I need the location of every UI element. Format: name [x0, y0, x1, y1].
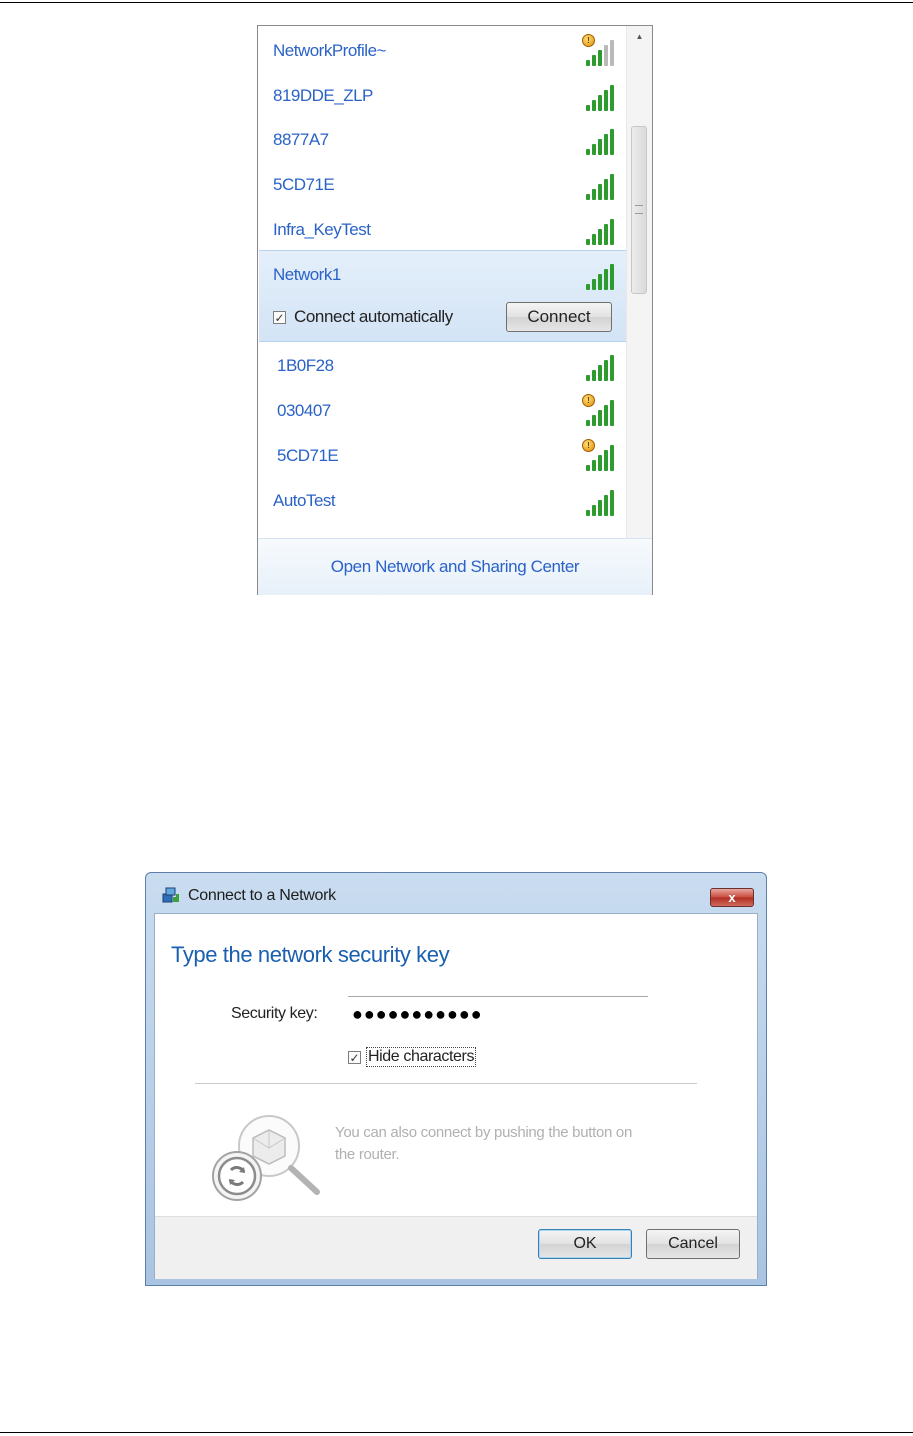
wps-router-button-icon: [203, 1110, 333, 1210]
security-key-label: Security key:: [231, 1005, 318, 1022]
security-shield-icon: !: [582, 34, 595, 47]
network-name: AutoTest: [273, 490, 336, 510]
network-name: 5CD71E: [273, 174, 335, 194]
dialog-title: Connect to a Network: [188, 887, 336, 904]
dialog-heading: Type the network security key: [171, 942, 450, 967]
network-name: Infra_KeyTest: [273, 219, 371, 239]
dialog-content: [154, 913, 758, 1279]
network-item[interactable]: [258, 478, 628, 523]
network-item[interactable]: [258, 28, 628, 73]
signal-strength-secured-icon: [582, 441, 616, 471]
page-top-rule: [0, 2, 913, 3]
network-item[interactable]: [258, 433, 628, 478]
ok-button[interactable]: OK: [538, 1229, 632, 1259]
scroll-up-arrow-icon[interactable]: ▲: [635, 32, 644, 41]
network-connection-icon: [160, 885, 180, 905]
wireless-network-flyout: [257, 25, 653, 595]
signal-strength-secured-icon: [582, 396, 616, 426]
network-name: 819DDE_ZLP: [273, 85, 373, 105]
security-shield-icon: !: [582, 439, 595, 452]
network-item[interactable]: [258, 117, 628, 162]
page-bottom-rule: [0, 1432, 913, 1433]
network-name: 8877A7: [273, 129, 329, 149]
network-name: 030407: [277, 400, 331, 420]
security-shield-icon: !: [582, 394, 595, 407]
signal-strength-icon: [582, 170, 616, 200]
signal-strength-icon: [582, 215, 616, 245]
dialog-button-bar: [155, 1216, 757, 1279]
wps-hint-text: You can also connect by pushing the button on the router.: [335, 1124, 633, 1163]
network-item[interactable]: [258, 343, 628, 388]
separator: [195, 1083, 697, 1084]
hide-characters-checkbox[interactable]: [348, 1047, 476, 1067]
signal-strength-icon: [582, 260, 616, 290]
network-item[interactable]: [258, 388, 628, 433]
connect-button[interactable]: Connect: [506, 302, 612, 332]
open-network-sharing-center-link[interactable]: Open Network and Sharing Center: [330, 557, 580, 576]
scrollbar-thumb[interactable]: [631, 126, 647, 294]
connect-automatically-label: Connect automatically: [294, 307, 453, 326]
network-name: 1B0F28: [277, 355, 334, 375]
network-name: Network1: [273, 264, 341, 284]
signal-strength-secured-icon: [582, 36, 616, 66]
signal-strength-icon: [582, 351, 616, 381]
security-key-input[interactable]: ●●●●●●●●●●●: [348, 996, 648, 1032]
cancel-button[interactable]: Cancel: [646, 1229, 740, 1259]
flyout-footer: [258, 538, 652, 595]
connect-automatically-checkbox[interactable]: [273, 307, 453, 327]
connect-to-network-dialog: [145, 872, 767, 1286]
network-item[interactable]: [258, 162, 628, 207]
dialog-titlebar[interactable]: [146, 873, 766, 913]
scroll-grip-icon: [635, 205, 643, 214]
network-name: 5CD71E: [277, 445, 339, 465]
network-item-selected[interactable]: [258, 252, 628, 297]
checkbox-box[interactable]: ✓: [349, 1050, 360, 1065]
network-item[interactable]: [258, 207, 628, 252]
network-list: [258, 26, 628, 556]
close-button[interactable]: x: [710, 888, 754, 907]
hide-characters-label: Hide characters: [368, 1048, 475, 1065]
vertical-scrollbar[interactable]: [626, 26, 652, 556]
network-name: NetworkProfile~: [273, 40, 386, 60]
signal-strength-icon: [582, 125, 616, 155]
checkbox-box[interactable]: ✓: [274, 310, 285, 325]
signal-strength-icon: [582, 81, 616, 111]
network-item[interactable]: [258, 73, 628, 118]
signal-strength-icon: [582, 486, 616, 516]
